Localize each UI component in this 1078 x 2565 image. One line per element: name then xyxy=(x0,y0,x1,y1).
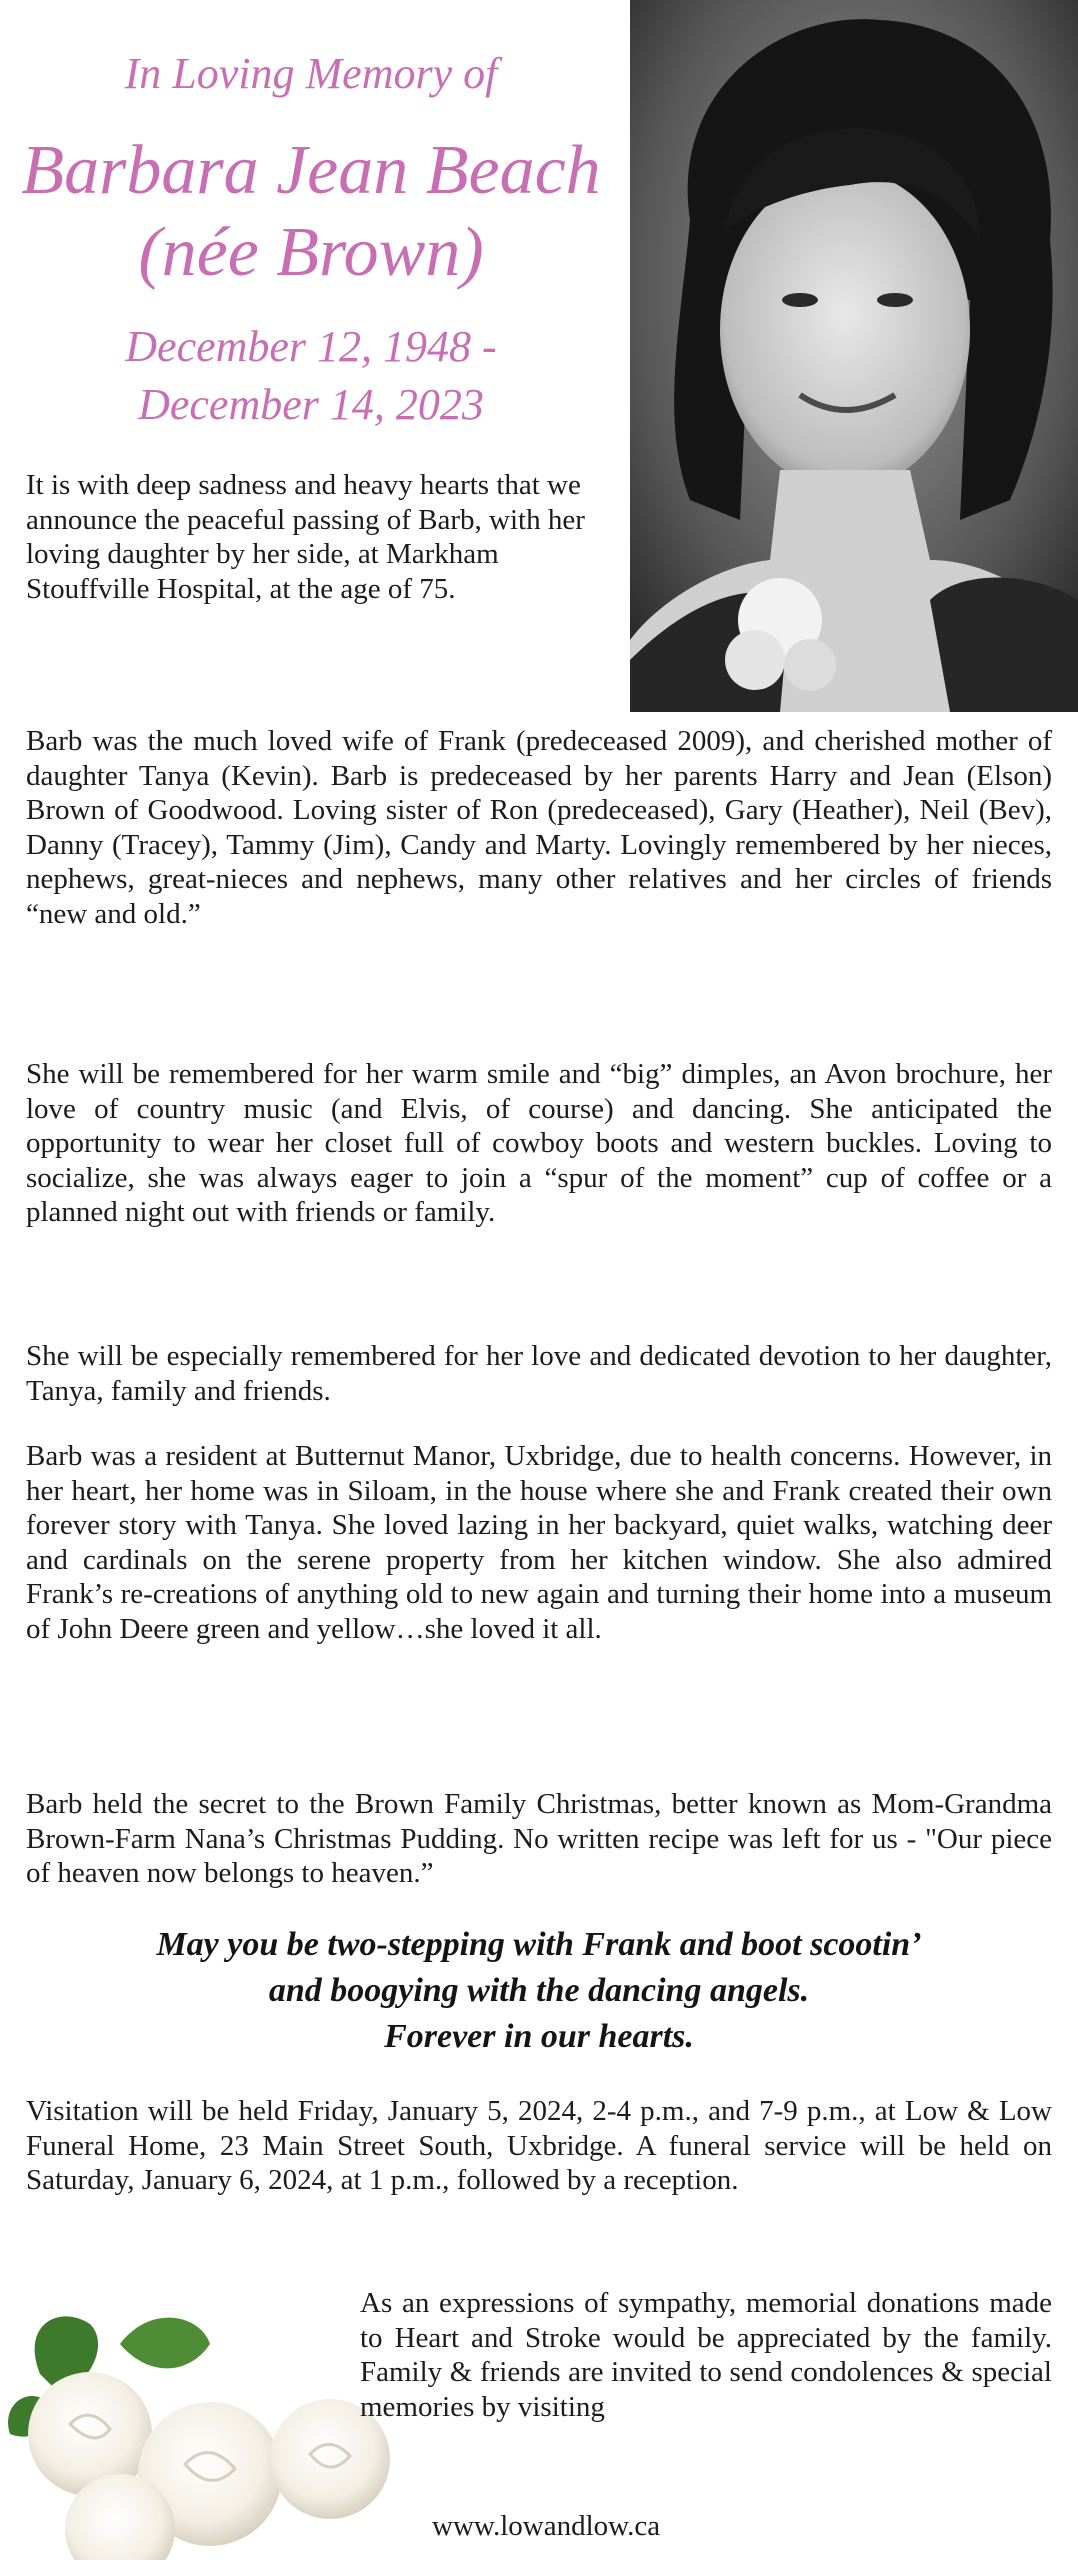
portrait-photo xyxy=(630,0,1078,712)
deceased-name xyxy=(0,130,622,294)
devotion-paragraph: She will be especially remembered for her love and dedicated devotion to her daughter, Tanya, family and friends. xyxy=(26,1340,1052,1407)
tribute-line-2: and boogying with the dancing angels. xyxy=(268,1972,810,2009)
intro-paragraph: It is with deep sadness and heavy hearts that we announce the peaceful passing of Barb, with her loving daughter by her side, at Markham Stouffville Hospital, at the age of 75. xyxy=(26,469,585,605)
remembered-paragraph: She will be remembered for her warm smile and “big” dimples, an Avon brochure, her love of country music (and Elvis, of course) and dancing. She anticipated the opportunity to wear her closet full of cowboy boots and western buckles. Loving to socialize, she was always eager to join a “spur of the moment” cup of coffee or a planned night out with friends or family. xyxy=(26,1058,1052,1228)
visitation-paragraph: Visitation will be held Friday, January 5, 2024, 2-4 p.m., and 7-9 p.m., at Low & Low Funeral Home, 23 Main Street South, Uxbridge. A funeral service will be held on Saturday, January 6, 2024, at 1 p.m., followed by a reception. xyxy=(26,2095,1052,2196)
pudding-paragraph: Barb held the secret to the Brown Family Christmas, better known as Mom-Grandma Brown-Farm Nana’s Christmas Pudding. No written recipe was left for us - "Our piece of heaven now belongs to heaven.” xyxy=(26,1788,1052,1889)
tribute-line-1: May you be two-stepping with Frank and boot scootin’ xyxy=(156,1926,922,1963)
life-dates xyxy=(0,318,622,434)
donations-block xyxy=(360,2286,1052,2424)
home-paragraph: Barb was a resident at Butternut Manor, Uxbridge, due to health concerns. However, in her heart, her home was in Siloam, in the house where she and Frank created their own forever story with Tanya. She loved lazing in her backyard, quiet walks, watching deer and cardinals on the serene property from her kitchen window. She also admired Frank’s re-creations of anything old to new again and turning their home into a museum of John Deere green and yellow…she loved it all. xyxy=(26,1440,1052,1645)
funeral-home-website[interactable]: www.lowandlow.ca xyxy=(432,2510,661,2542)
birth-date: December 12, 1948 - xyxy=(125,322,497,371)
donations-paragraph: As an expressions of sympathy, memorial donations made to Heart and Stroke would be appreciated by the family. Family & friends are invited to send condolences & special memories by visiting xyxy=(360,2287,1052,2423)
name-line-2: (née Brown) xyxy=(138,214,484,291)
name-line-1: Barbara Jean Beach xyxy=(21,132,601,209)
family-paragraph: Barb was the much loved wife of Frank (predeceased 2009), and cherished mother of daughter Tanya (Kevin). Barb is predeceased by her parents Harry and Jean (Elson) Brown of Goodwood. Loving sister of Ron (predeceased), Gary (Heather), Neil (Bev), Danny (Tracey), Tammy (Jim), Candy and Marty. Lovingly remembered by her nieces, nephews, great-nieces and nephews, many other relatives and her circles of friends “new and old.” xyxy=(26,725,1052,930)
tribute-line-3: Forever in our hearts. xyxy=(384,2018,694,2055)
tribute-verse xyxy=(0,1922,1078,2060)
memorial-intro: In Loving Memory of xyxy=(124,49,498,98)
death-date: December 14, 2023 xyxy=(138,380,484,429)
